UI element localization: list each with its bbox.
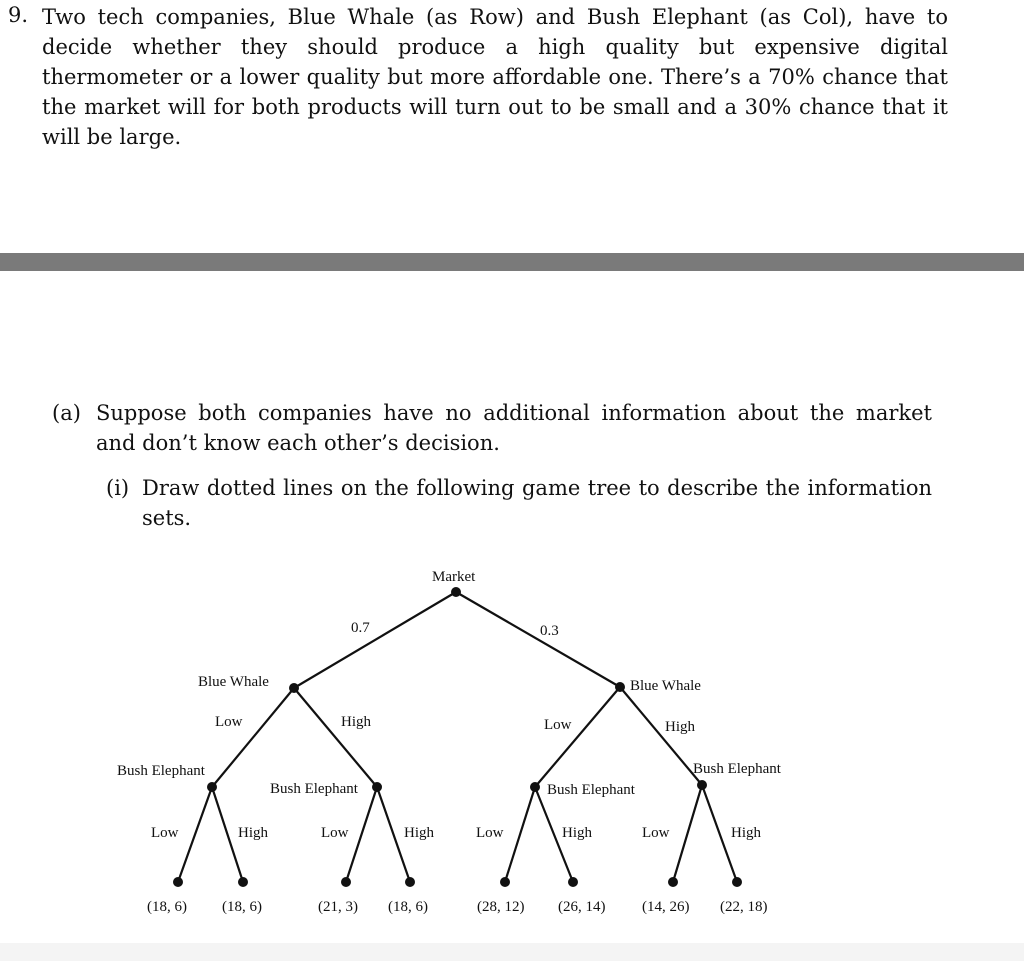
terminal-node [341,877,351,887]
problem-statement [8,0,948,152]
payoff: (14, 26) [642,899,690,915]
terminal-node [500,877,510,887]
part-i [106,473,932,533]
tree-nodes [173,587,742,887]
market-label: Market [432,569,476,585]
action-high: High [562,825,592,841]
edge-market-right [456,592,620,687]
terminal-node [173,877,183,887]
part-a-label: (a) [52,401,81,425]
node-bush-elephant-4 [697,780,707,790]
terminal-node [238,877,248,887]
problem-text: Two tech companies, Blue Whale (as Row) and Bush Elephant (as Col), have to decide whether they should produce a high quality but expensive digital thermometer or a lower quality but more affordable one. There’s a 70% chance that the market will for both products will turn out to be small and a 30% chance that it will be large. [42,5,948,149]
problem-number: 9. [8,3,29,27]
game-tree [0,540,1024,940]
edge-bw1-low [212,688,294,787]
terminal-node [732,877,742,887]
node-bush-elephant-2 [372,782,382,792]
edge-bw2-low [535,687,620,787]
action-low: Low [321,825,349,841]
action-high: High [404,825,434,841]
part-a [52,398,932,458]
bush-elephant-label-2: Bush Elephant [270,781,358,797]
part-a-text: Suppose both companies have no additional information about the market and don’t know each other’s decision. [96,401,932,455]
payoff: (18, 6) [147,899,187,915]
action-low: Low [476,825,504,841]
action-high: High [731,825,761,841]
page-divider [0,253,1024,271]
payoff: (21, 3) [318,899,358,915]
blue-whale-label-left: Blue Whale [198,674,269,690]
node-bush-elephant-1 [207,782,217,792]
edge-be1-low [178,787,212,882]
part-i-text: Draw dotted lines on the following game tree to describe the information sets. [142,476,932,530]
action-high: High [665,719,695,735]
action-high: High [238,825,268,841]
bush-elephant-label-1: Bush Elephant [117,763,205,779]
terminal-node [405,877,415,887]
action-low: Low [544,717,572,733]
node-market [451,587,461,597]
bush-elephant-label-3: Bush Elephant [547,782,635,798]
bottom-strip [0,943,1024,961]
payoff: (18, 6) [388,899,428,915]
edge-market-left [294,592,456,688]
edge-be2-low [346,787,377,882]
action-low: Low [215,714,243,730]
edge-bw1-high [294,688,377,787]
payoff: (26, 14) [558,899,606,915]
bush-elephant-label-4: Bush Elephant [693,761,781,777]
action-low: Low [151,825,179,841]
payoff: (28, 12) [477,899,525,915]
payoff: (22, 18) [720,899,768,915]
payoff: (18, 6) [222,899,262,915]
edge-be3-low [505,787,535,882]
edge-be4-low [673,785,702,882]
probability-right: 0.3 [540,623,559,639]
action-high: High [341,714,371,730]
action-low: Low [642,825,670,841]
edge-bw2-high [620,687,702,785]
probability-left: 0.7 [351,620,370,636]
terminal-node [668,877,678,887]
blue-whale-label-right: Blue Whale [630,678,701,694]
node-blue-whale-right [615,682,625,692]
node-bush-elephant-3 [530,782,540,792]
node-blue-whale-left [289,683,299,693]
part-i-label: (i) [106,476,130,500]
problem-section [0,0,1024,253]
terminal-node [568,877,578,887]
